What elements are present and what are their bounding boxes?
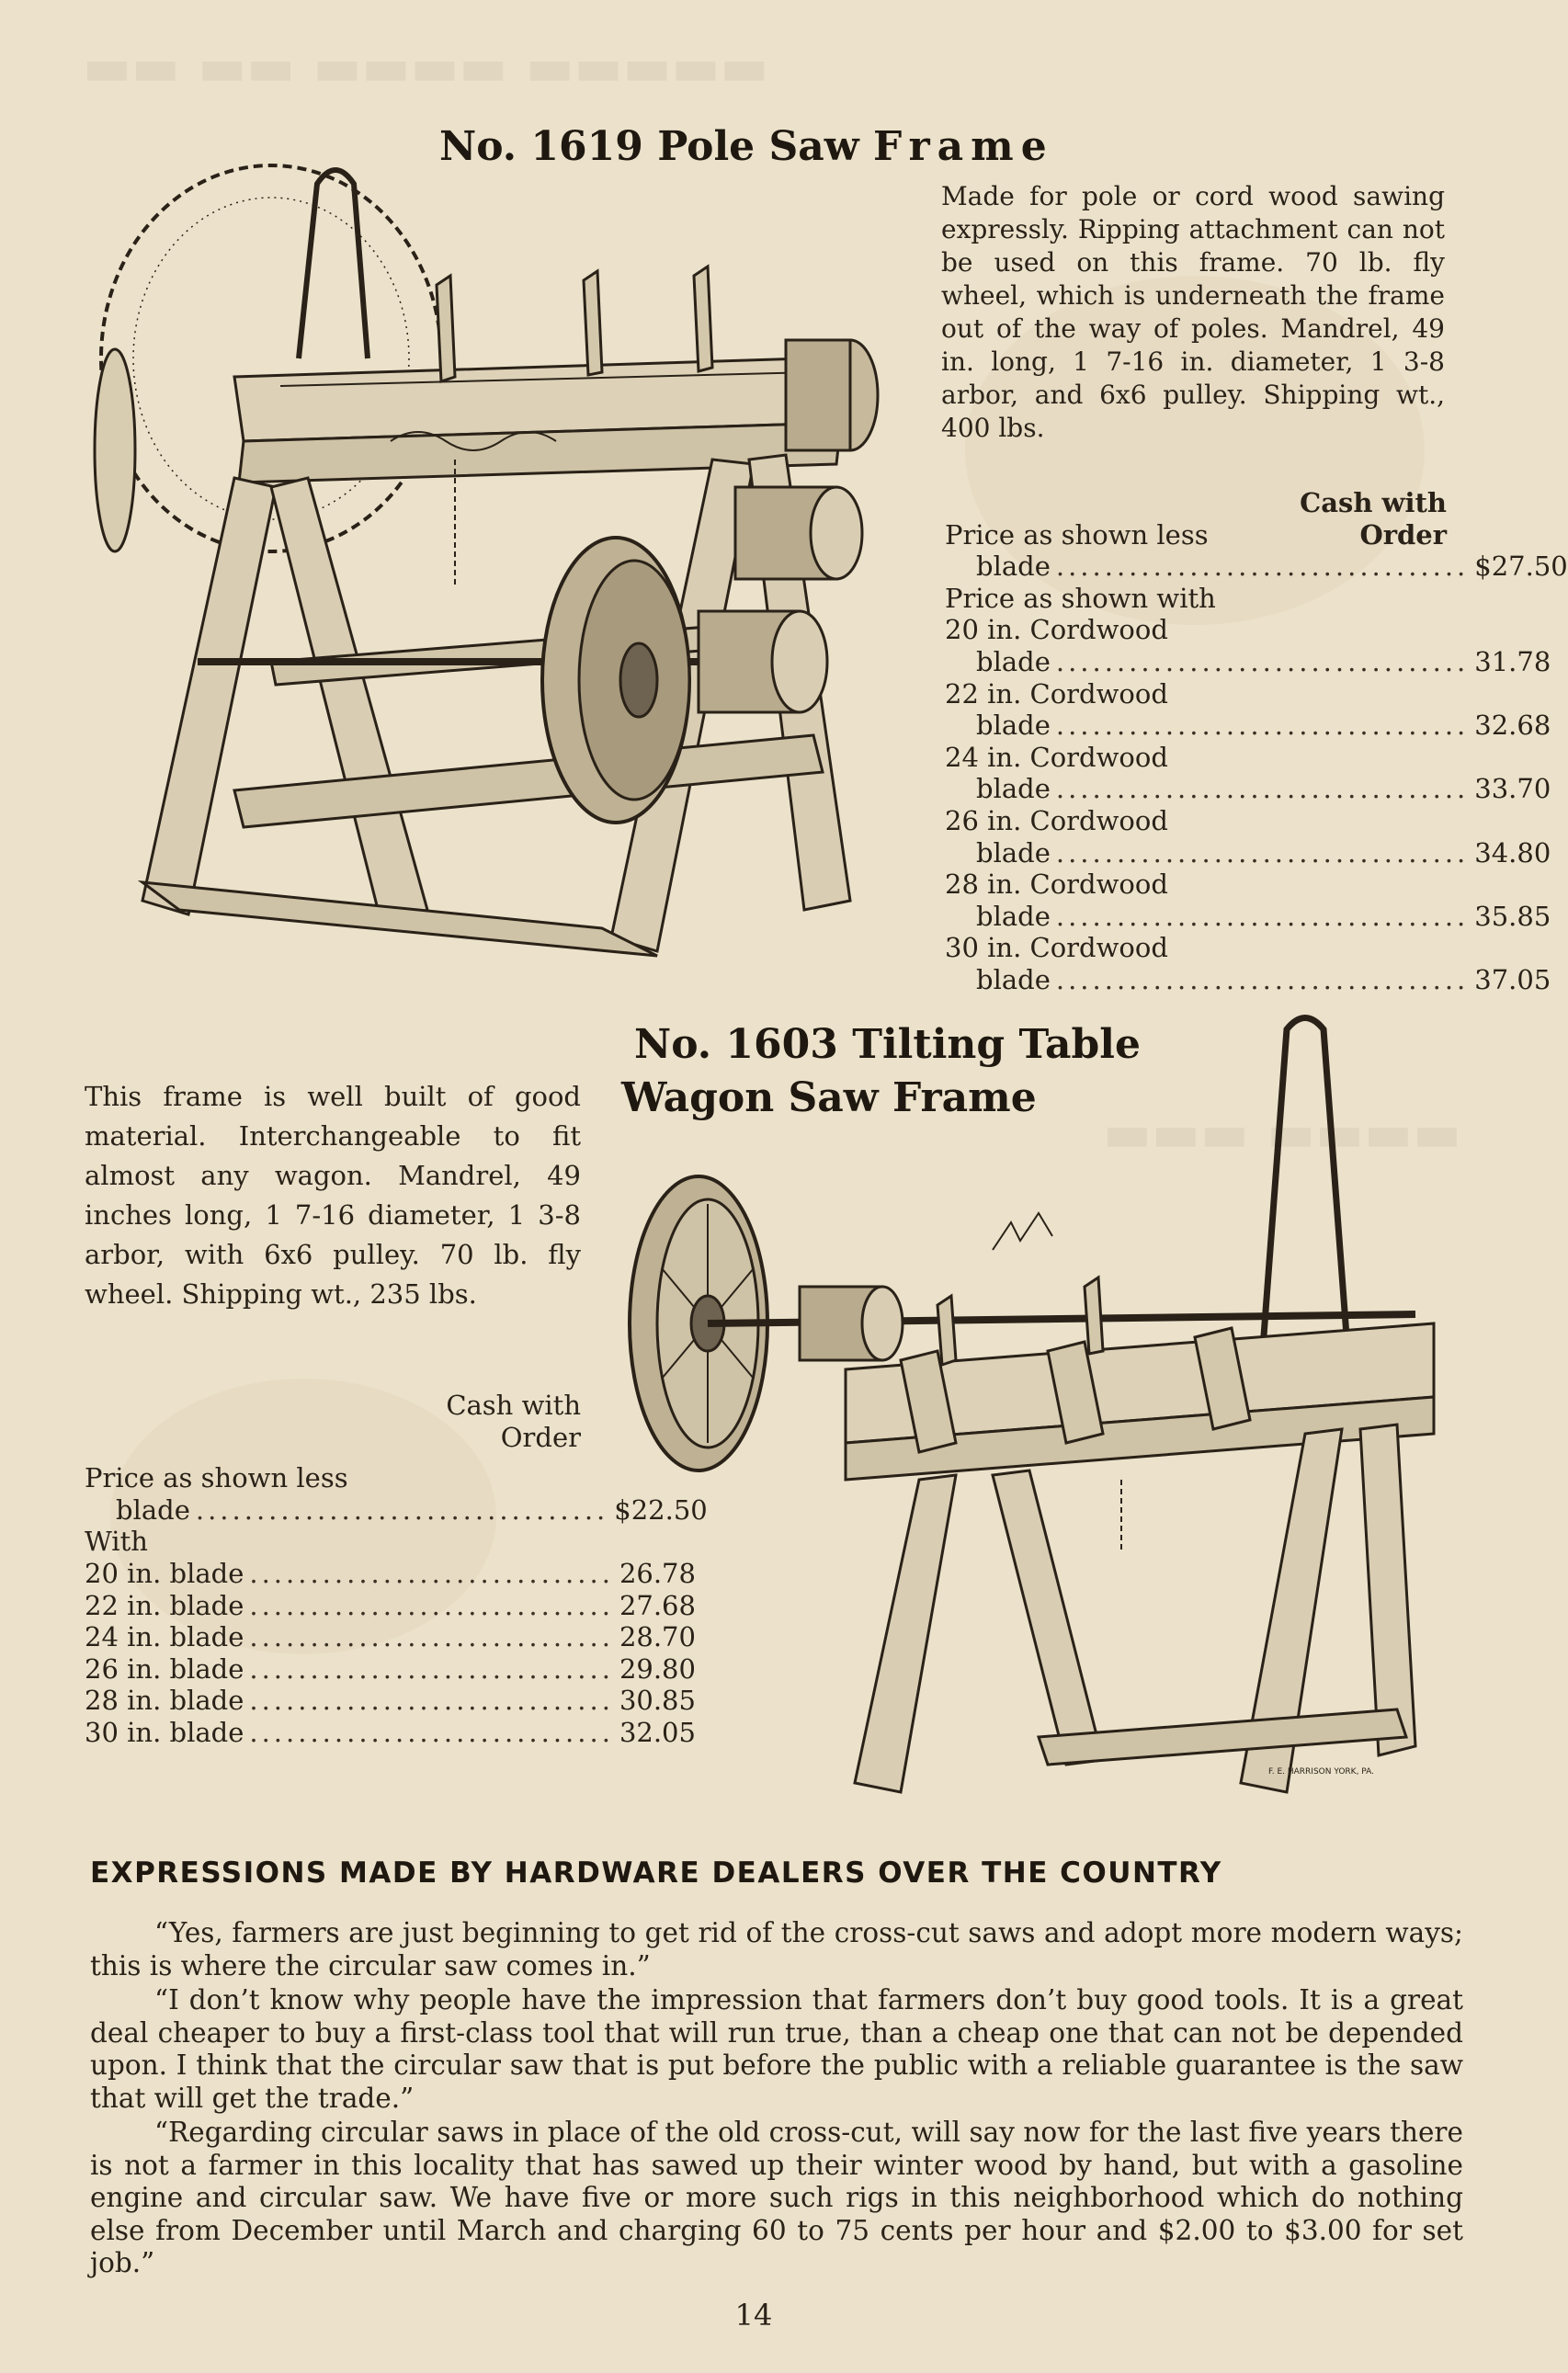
price-value: 34.80 <box>1474 836 1551 869</box>
price-row: blade .................................. 31.78 <box>976 645 1551 677</box>
price-label: 30 in. Cordwood <box>945 932 1168 964</box>
price-row: blade .................................. 33.70 <box>976 773 1551 805</box>
price-row: blade .................................. 34.80 <box>976 836 1551 869</box>
price-row <box>945 678 1447 710</box>
price-label: Price as shown with <box>945 582 1216 614</box>
price-label: 22 in. Cordwood <box>945 677 1168 710</box>
product-1619-price-table <box>945 487 1568 996</box>
price-label: 28 in. Cordwood <box>945 869 1168 901</box>
price-label: blade <box>976 900 1051 932</box>
price-value: 33.70 <box>1474 773 1551 805</box>
product-1619-description: Made for pole or cord wood sawing expressly. Ripping attachment can not be used on this frame. 70 lb. fly wheel, which is underneath the frame out of the way of poles. Mandrel, 49 in. long, 1 7-16 in. diameter, 1 3-8 arbor, and 6x6 pulley. Shipping wt., 400 lbs. <box>941 181 1445 443</box>
price-value: 29.80 <box>619 1652 696 1685</box>
price-label: 20 in. Cordwood <box>945 614 1168 646</box>
price-row: blade .................................. $22.50 <box>116 1493 708 1526</box>
section-heading: EXPRESSIONS MADE BY HARDWARE DEALERS OVER THE COUNTRY <box>90 1856 1222 1890</box>
price-label: With <box>85 1526 148 1558</box>
title-text: No. 1619 Pole Saw <box>439 123 859 170</box>
price-row <box>945 742 1447 774</box>
engraver-mark: F. E. HARRISON YORK, PA. <box>1268 1767 1375 1777</box>
price-row <box>85 1526 581 1558</box>
price-value: 32.68 <box>1474 710 1551 742</box>
price-value: 26.78 <box>619 1557 696 1589</box>
price-label: 20 in. blade <box>85 1557 244 1589</box>
cash-header: Cash with <box>446 1390 581 1421</box>
product-1603-price-table <box>85 1390 708 1749</box>
quote-paragraph: “Regarding circular saws in place of the old cross-cut, will say now for the last five years there is not a farmer in this locality that has sawed up their winter wood by hand, but with a gasoline engine and circular saw. We have five or more such rigs in this neighborhood which do nothing else from December until March and charging 60 to 75 cents per hour and $2.00 to $3.00 for set job.” <box>90 2117 1463 2278</box>
price-value: 28.70 <box>619 1621 696 1653</box>
price-row <box>945 932 1447 964</box>
price-row: blade .................................. 37.05 <box>976 963 1551 995</box>
price-label: blade <box>976 551 1051 583</box>
cash-header: Cash with <box>1300 487 1447 518</box>
price-row: 22 in. blade .............................. 27.68 <box>85 1589 696 1621</box>
price-row <box>945 805 1447 837</box>
price-label: Price as shown less <box>85 1462 348 1494</box>
price-row <box>945 583 1447 615</box>
price-label: 30 in. blade <box>85 1716 244 1748</box>
price-label: 24 in. Cordwood <box>945 741 1168 773</box>
price-row: 20 in. blade .............................. 26.78 <box>85 1557 696 1589</box>
price-value: $27.50 <box>1474 551 1568 583</box>
title-line: Wagon Saw Frame <box>621 1074 1037 1121</box>
price-row <box>945 519 1447 551</box>
price-label: 24 in. blade <box>85 1621 244 1653</box>
price-label: 22 in. blade <box>85 1589 244 1621</box>
price-value: 32.05 <box>619 1716 696 1748</box>
price-label: blade <box>976 836 1051 869</box>
price-row: 26 in. blade .............................. 29.80 <box>85 1652 696 1685</box>
price-label: Price as shown less <box>945 518 1209 551</box>
price-row: blade .................................. 32.68 <box>976 710 1551 742</box>
price-label: 28 in. blade <box>85 1685 244 1717</box>
price-value: $22.50 <box>614 1493 708 1526</box>
price-label: blade <box>976 645 1051 677</box>
price-value: 31.78 <box>1474 645 1551 677</box>
price-row <box>85 1462 581 1494</box>
price-row: blade .................................. $27.50 <box>976 551 1568 583</box>
title-line: No. 1603 Tilting Table <box>634 1021 1142 1068</box>
title-text-spaced: Frame <box>872 123 1054 170</box>
cash-header-order: Order <box>1359 518 1447 551</box>
price-label: 26 in. Cordwood <box>945 804 1168 836</box>
price-value: 30.85 <box>619 1685 696 1717</box>
price-row <box>945 869 1447 901</box>
price-label: blade <box>976 963 1051 995</box>
show-through-text: ▬▬ ▬▬ ▬▬▬▬ ▬▬▬▬▬ <box>83 37 769 97</box>
price-label: 26 in. blade <box>85 1652 244 1685</box>
cash-header-order: Order <box>500 1421 581 1453</box>
dealer-quotes <box>90 1917 1463 2282</box>
quote-paragraph: “Yes, farmers are just beginning to get rid of the cross-cut saws and adopt more modern ways; this is where the circular saw comes in.” <box>90 1917 1463 1981</box>
fly-wheel-icon <box>542 538 689 823</box>
price-value: 27.68 <box>619 1589 696 1621</box>
quote-paragraph: “I don’t know why people have the impression that farmers don’t buy good tools. It is a great deal cheaper to buy a first-class tool that will run true, than a cheap one that can not be depended upon. I think that the circular saw that is put before the public with a reliable guarantee is the saw that will get the trade.” <box>90 1984 1463 2114</box>
price-label: blade <box>116 1493 190 1526</box>
price-row: 28 in. blade .............................. 30.85 <box>85 1685 696 1717</box>
product-1603-description: This frame is well built of good material. Interchangeable to fit almost any wagon. Mandrel, 49 inches long, 1 7-16 diameter, 1 3-8 arbor, with 6x6 pulley. 70 lb. fly wheel. Shipping wt., 235 lbs. <box>85 1081 581 1310</box>
price-value: 37.05 <box>1474 963 1551 995</box>
price-row: blade .................................. 35.85 <box>976 900 1551 932</box>
price-label: blade <box>976 710 1051 742</box>
tilting-table-saw-frame-illustration <box>607 1011 1452 1801</box>
price-row: 30 in. blade .............................. 32.05 <box>85 1716 696 1748</box>
page-number: 14 <box>734 2298 773 2333</box>
price-row <box>945 614 1447 646</box>
price-row: 24 in. blade .............................. 28.70 <box>85 1621 696 1653</box>
price-value: 35.85 <box>1474 900 1551 932</box>
show-through-text: ▬▬▬ ▬▬▬▬ <box>1103 1103 1461 1164</box>
price-label: blade <box>976 773 1051 805</box>
pole-saw-frame-illustration <box>87 147 896 974</box>
pulley-icon <box>800 1287 903 1360</box>
